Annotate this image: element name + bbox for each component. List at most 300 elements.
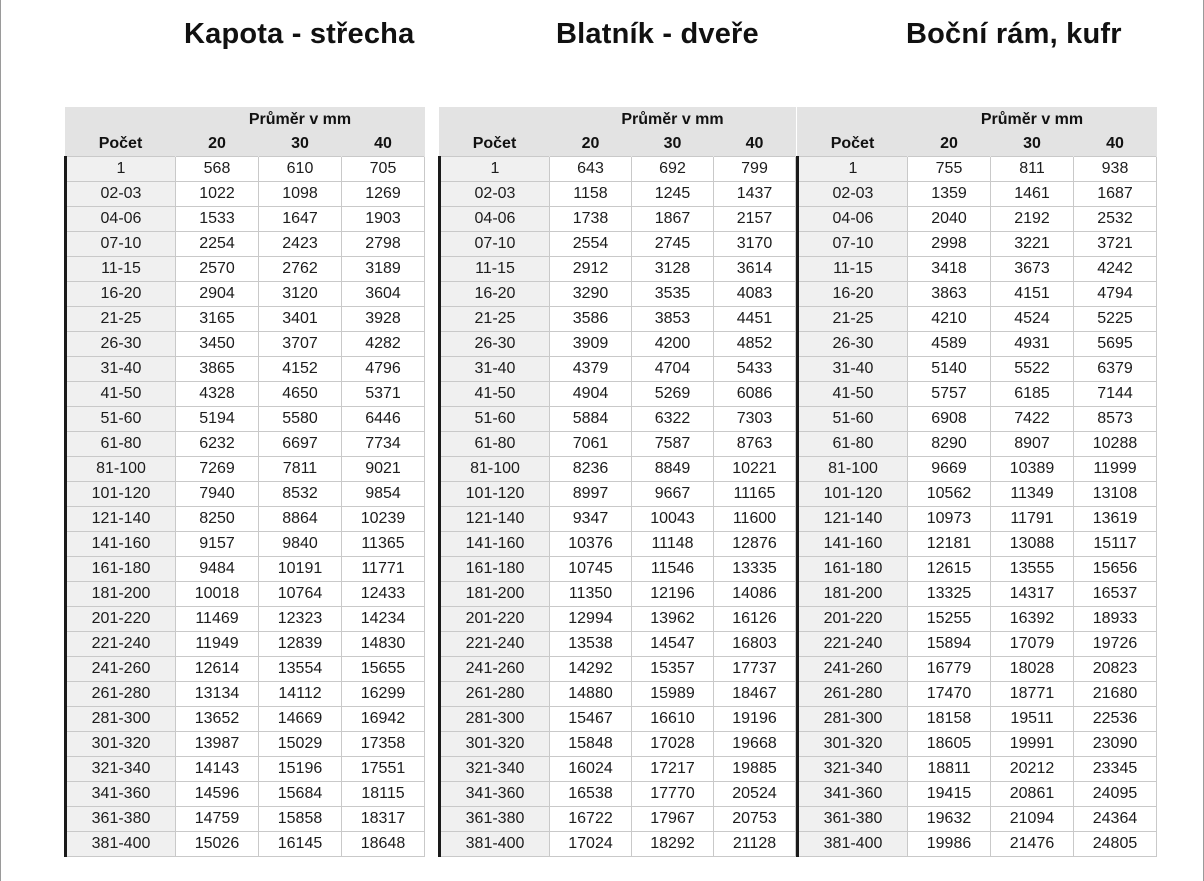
price-cell: 7940 — [176, 482, 259, 507]
price-cell: 12433 — [342, 582, 425, 607]
price-cell: 15684 — [259, 782, 342, 807]
price-cell: 17079 — [991, 632, 1074, 657]
price-cell: 18648 — [342, 832, 425, 857]
price-cell: 6232 — [176, 432, 259, 457]
table-row — [66, 157, 425, 182]
table-row — [66, 657, 425, 682]
header-count-label: Počet — [798, 132, 908, 157]
row-count-label: 301-320 — [66, 732, 176, 757]
price-cell: 610 — [259, 157, 342, 182]
table-row — [66, 382, 425, 407]
price-cell: 14086 — [714, 582, 796, 607]
price-cell: 1359 — [908, 182, 991, 207]
row-count-label: 04-06 — [798, 207, 908, 232]
row-count-label: 221-240 — [66, 632, 176, 657]
price-cell: 18605 — [908, 732, 991, 757]
row-count-label: 381-400 — [66, 832, 176, 857]
table-row — [440, 582, 796, 607]
price-cell: 3928 — [342, 307, 425, 332]
price-cell: 18933 — [1074, 607, 1157, 632]
row-count-label: 321-340 — [798, 757, 908, 782]
table-row — [440, 657, 796, 682]
price-cell: 13335 — [714, 557, 796, 582]
row-count-label: 181-200 — [440, 582, 550, 607]
price-cell: 11600 — [714, 507, 796, 532]
price-cell: 1533 — [176, 207, 259, 232]
row-count-label: 261-280 — [440, 682, 550, 707]
table-row — [66, 307, 425, 332]
header-empty-cell — [798, 107, 908, 132]
table-row — [798, 332, 1157, 357]
header-diameter-label: Průměr v mm — [176, 107, 425, 132]
price-cell: 15848 — [550, 732, 632, 757]
table-row — [66, 407, 425, 432]
row-count-label: 16-20 — [440, 282, 550, 307]
table-row — [440, 307, 796, 332]
price-grid — [64, 107, 425, 857]
price-cell: 17967 — [632, 807, 714, 832]
price-cell: 15467 — [550, 707, 632, 732]
price-cell: 17358 — [342, 732, 425, 757]
row-count-label: 341-360 — [440, 782, 550, 807]
price-cell: 4794 — [1074, 282, 1157, 307]
price-cell: 11771 — [342, 557, 425, 582]
row-count-label: 41-50 — [440, 382, 550, 407]
table-row — [66, 207, 425, 232]
table-row — [66, 182, 425, 207]
price-cell: 7269 — [176, 457, 259, 482]
row-count-label: 61-80 — [66, 432, 176, 457]
price-cell: 17551 — [342, 757, 425, 782]
table-row — [66, 357, 425, 382]
row-count-label: 341-360 — [798, 782, 908, 807]
row-count-label: 1 — [440, 157, 550, 182]
table-row — [798, 357, 1157, 382]
price-cell: 4650 — [259, 382, 342, 407]
price-cell: 3170 — [714, 232, 796, 257]
price-cell: 8997 — [550, 482, 632, 507]
table-row — [66, 807, 425, 832]
price-cell: 15029 — [259, 732, 342, 757]
row-count-label: 221-240 — [798, 632, 908, 657]
table-row — [440, 482, 796, 507]
row-count-label: 301-320 — [798, 732, 908, 757]
price-cell: 12614 — [176, 657, 259, 682]
price-cell: 15196 — [259, 757, 342, 782]
price-cell: 14759 — [176, 807, 259, 832]
price-cell: 14596 — [176, 782, 259, 807]
price-cell: 11999 — [1074, 457, 1157, 482]
header-empty-cell — [66, 107, 176, 132]
price-cell: 1647 — [259, 207, 342, 232]
row-count-label: 07-10 — [440, 232, 550, 257]
price-cell: 10764 — [259, 582, 342, 607]
price-cell: 6185 — [991, 382, 1074, 407]
table-row — [66, 507, 425, 532]
price-cell: 16392 — [991, 607, 1074, 632]
row-count-label: 281-300 — [66, 707, 176, 732]
price-cell: 2157 — [714, 207, 796, 232]
table-row — [798, 607, 1157, 632]
price-cell: 19726 — [1074, 632, 1157, 657]
price-cell: 3450 — [176, 332, 259, 357]
row-count-label: 381-400 — [798, 832, 908, 857]
price-cell: 4328 — [176, 382, 259, 407]
table-row — [66, 432, 425, 457]
price-cell: 1098 — [259, 182, 342, 207]
table-row — [440, 182, 796, 207]
row-count-label: 1 — [66, 157, 176, 182]
price-cell: 18771 — [991, 682, 1074, 707]
price-cell: 13962 — [632, 607, 714, 632]
header-size-0: 20 — [550, 132, 632, 157]
row-count-label: 281-300 — [798, 707, 908, 732]
row-count-label: 361-380 — [66, 807, 176, 832]
price-cell: 11165 — [714, 482, 796, 507]
table-row — [440, 357, 796, 382]
price-cell: 14830 — [342, 632, 425, 657]
row-count-label: 04-06 — [66, 207, 176, 232]
row-count-label: 31-40 — [798, 357, 908, 382]
row-count-label: 41-50 — [798, 382, 908, 407]
price-cell: 10043 — [632, 507, 714, 532]
row-count-label: 121-140 — [440, 507, 550, 532]
price-cell: 643 — [550, 157, 632, 182]
price-cell: 10221 — [714, 457, 796, 482]
table-row — [798, 582, 1157, 607]
table-row — [798, 707, 1157, 732]
row-count-label: 51-60 — [66, 407, 176, 432]
row-count-label: 16-20 — [798, 282, 908, 307]
row-count-label: 31-40 — [66, 357, 176, 382]
price-cell: 6908 — [908, 407, 991, 432]
price-cell: 4200 — [632, 332, 714, 357]
price-cell: 1903 — [342, 207, 425, 232]
price-cell: 10973 — [908, 507, 991, 532]
table-row — [66, 257, 425, 282]
table-row — [440, 382, 796, 407]
price-cell: 3586 — [550, 307, 632, 332]
price-cell: 2554 — [550, 232, 632, 257]
price-cell: 8907 — [991, 432, 1074, 457]
price-cell: 18317 — [342, 807, 425, 832]
price-cell: 5757 — [908, 382, 991, 407]
table-row — [798, 382, 1157, 407]
price-cell: 2798 — [342, 232, 425, 257]
price-cell: 2532 — [1074, 207, 1157, 232]
table-row — [798, 657, 1157, 682]
price-cell: 3221 — [991, 232, 1074, 257]
header-size-1: 30 — [991, 132, 1074, 157]
price-cell: 4589 — [908, 332, 991, 357]
table-row — [798, 482, 1157, 507]
price-cell: 9021 — [342, 457, 425, 482]
price-cell: 11791 — [991, 507, 1074, 532]
price-cell: 8532 — [259, 482, 342, 507]
price-cell: 14112 — [259, 682, 342, 707]
table-row — [798, 807, 1157, 832]
price-cell: 4379 — [550, 357, 632, 382]
row-count-label: 61-80 — [798, 432, 908, 457]
price-cell: 5225 — [1074, 307, 1157, 332]
price-cell: 8236 — [550, 457, 632, 482]
row-count-label: 181-200 — [66, 582, 176, 607]
header-count-label: Počet — [440, 132, 550, 157]
table-row — [798, 507, 1157, 532]
price-cell: 23345 — [1074, 757, 1157, 782]
price-cell: 2762 — [259, 257, 342, 282]
price-cell: 4083 — [714, 282, 796, 307]
price-cell: 938 — [1074, 157, 1157, 182]
row-count-label: 241-260 — [440, 657, 550, 682]
price-cell: 4704 — [632, 357, 714, 382]
price-cell: 7422 — [991, 407, 1074, 432]
row-count-label: 241-260 — [66, 657, 176, 682]
price-cell: 11365 — [342, 532, 425, 557]
row-count-label: 161-180 — [440, 557, 550, 582]
row-count-label: 11-15 — [66, 257, 176, 282]
row-count-label: 161-180 — [798, 557, 908, 582]
price-cell: 24095 — [1074, 782, 1157, 807]
price-cell: 1687 — [1074, 182, 1157, 207]
row-count-label: 221-240 — [440, 632, 550, 657]
price-cell: 1022 — [176, 182, 259, 207]
table-row — [440, 557, 796, 582]
price-cell: 7734 — [342, 432, 425, 457]
price-cell: 16126 — [714, 607, 796, 632]
price-cell: 6086 — [714, 382, 796, 407]
price-cell: 1269 — [342, 182, 425, 207]
price-cell: 3604 — [342, 282, 425, 307]
table-row — [798, 182, 1157, 207]
table-row — [440, 532, 796, 557]
price-cell: 14547 — [632, 632, 714, 657]
price-cell: 5269 — [632, 382, 714, 407]
price-cell: 3418 — [908, 257, 991, 282]
row-count-label: 361-380 — [798, 807, 908, 832]
price-cell: 10288 — [1074, 432, 1157, 457]
table-row — [798, 282, 1157, 307]
price-cell: 13987 — [176, 732, 259, 757]
price-cell: 2192 — [991, 207, 1074, 232]
table-row — [440, 807, 796, 832]
price-cell: 19511 — [991, 707, 1074, 732]
row-count-label: 261-280 — [66, 682, 176, 707]
row-count-label: 101-120 — [798, 482, 908, 507]
table-row — [66, 332, 425, 357]
table-row — [440, 332, 796, 357]
price-cell: 21094 — [991, 807, 1074, 832]
price-cell: 16942 — [342, 707, 425, 732]
table-row — [440, 407, 796, 432]
price-cell: 1461 — [991, 182, 1074, 207]
row-count-label: 161-180 — [66, 557, 176, 582]
row-count-label: 321-340 — [440, 757, 550, 782]
header-size-2: 40 — [342, 132, 425, 157]
row-count-label: 11-15 — [798, 257, 908, 282]
row-count-label: 02-03 — [440, 182, 550, 207]
price-cell: 1245 — [632, 182, 714, 207]
price-cell: 4904 — [550, 382, 632, 407]
row-count-label: 26-30 — [440, 332, 550, 357]
price-cell: 10562 — [908, 482, 991, 507]
price-cell: 16024 — [550, 757, 632, 782]
price-cell: 19885 — [714, 757, 796, 782]
row-count-label: 51-60 — [440, 407, 550, 432]
price-cell: 16610 — [632, 707, 714, 732]
row-count-label: 61-80 — [440, 432, 550, 457]
price-cell: 14880 — [550, 682, 632, 707]
header-size-2: 40 — [1074, 132, 1157, 157]
price-cell: 15357 — [632, 657, 714, 682]
price-cell: 15026 — [176, 832, 259, 857]
price-cell: 2745 — [632, 232, 714, 257]
row-count-label: 181-200 — [798, 582, 908, 607]
row-count-label: 141-160 — [798, 532, 908, 557]
price-cell: 9840 — [259, 532, 342, 557]
price-cell: 13325 — [908, 582, 991, 607]
price-cell: 14234 — [342, 607, 425, 632]
price-cell: 20753 — [714, 807, 796, 832]
price-cell: 9484 — [176, 557, 259, 582]
row-count-label: 321-340 — [66, 757, 176, 782]
price-cell: 4931 — [991, 332, 1074, 357]
price-cell: 18115 — [342, 782, 425, 807]
table-row — [66, 682, 425, 707]
price-cell: 13538 — [550, 632, 632, 657]
price-cell: 10389 — [991, 457, 1074, 482]
table-row — [66, 732, 425, 757]
price-cell: 12839 — [259, 632, 342, 657]
row-count-label: 81-100 — [798, 457, 908, 482]
price-cell: 2570 — [176, 257, 259, 282]
price-cell: 18158 — [908, 707, 991, 732]
row-count-label: 26-30 — [798, 332, 908, 357]
price-cell: 24364 — [1074, 807, 1157, 832]
price-cell: 13555 — [991, 557, 1074, 582]
row-count-label: 21-25 — [66, 307, 176, 332]
table-row — [798, 757, 1157, 782]
price-table-blatnik-dvere — [438, 107, 796, 857]
price-cell: 1437 — [714, 182, 796, 207]
price-cell: 17737 — [714, 657, 796, 682]
price-cell: 5884 — [550, 407, 632, 432]
price-cell: 16537 — [1074, 582, 1157, 607]
table-row — [440, 257, 796, 282]
row-count-label: 02-03 — [798, 182, 908, 207]
row-count-label: 101-120 — [66, 482, 176, 507]
price-cell: 11350 — [550, 582, 632, 607]
table-row — [66, 707, 425, 732]
price-cell: 15656 — [1074, 557, 1157, 582]
price-cell: 4451 — [714, 307, 796, 332]
table-row — [66, 282, 425, 307]
price-cell: 18811 — [908, 757, 991, 782]
row-count-label: 02-03 — [66, 182, 176, 207]
price-cell: 14669 — [259, 707, 342, 732]
price-cell: 12994 — [550, 607, 632, 632]
price-cell: 6379 — [1074, 357, 1157, 382]
row-count-label: 101-120 — [440, 482, 550, 507]
price-cell: 1158 — [550, 182, 632, 207]
price-cell: 17217 — [632, 757, 714, 782]
row-count-label: 81-100 — [66, 457, 176, 482]
price-cell: 19196 — [714, 707, 796, 732]
table-row — [798, 232, 1157, 257]
price-cell: 4242 — [1074, 257, 1157, 282]
price-cell: 705 — [342, 157, 425, 182]
price-cell: 17028 — [632, 732, 714, 757]
table-row — [440, 782, 796, 807]
price-cell: 21476 — [991, 832, 1074, 857]
price-cell: 15117 — [1074, 532, 1157, 557]
price-cell: 15989 — [632, 682, 714, 707]
title-kapota-strecha: Kapota - střecha — [184, 18, 415, 50]
price-cell: 11349 — [991, 482, 1074, 507]
table-row — [66, 557, 425, 582]
price-cell: 6697 — [259, 432, 342, 457]
price-cell: 9667 — [632, 482, 714, 507]
row-count-label: 381-400 — [440, 832, 550, 857]
price-cell: 13134 — [176, 682, 259, 707]
page-border-left — [0, 0, 1, 881]
table-row — [798, 307, 1157, 332]
price-cell: 21128 — [714, 832, 796, 857]
price-cell: 18292 — [632, 832, 714, 857]
price-cell: 13652 — [176, 707, 259, 732]
price-cell: 10239 — [342, 507, 425, 532]
row-count-label: 21-25 — [440, 307, 550, 332]
price-cell: 12181 — [908, 532, 991, 557]
price-cell: 3120 — [259, 282, 342, 307]
row-count-label: 07-10 — [798, 232, 908, 257]
table-row — [440, 632, 796, 657]
table-row — [440, 832, 796, 857]
price-cell: 21680 — [1074, 682, 1157, 707]
row-count-label: 121-140 — [798, 507, 908, 532]
table-row — [798, 457, 1157, 482]
table-row — [440, 757, 796, 782]
price-cell: 15655 — [342, 657, 425, 682]
price-cell: 16779 — [908, 657, 991, 682]
header-count-label: Počet — [66, 132, 176, 157]
table-row — [798, 407, 1157, 432]
row-count-label: 11-15 — [440, 257, 550, 282]
price-cell: 8864 — [259, 507, 342, 532]
price-cell: 15858 — [259, 807, 342, 832]
row-count-label: 31-40 — [440, 357, 550, 382]
table-row — [440, 232, 796, 257]
price-cell: 11469 — [176, 607, 259, 632]
price-cell: 3535 — [632, 282, 714, 307]
price-cell: 568 — [176, 157, 259, 182]
header-diameter-label: Průměr v mm — [908, 107, 1157, 132]
table-row — [440, 732, 796, 757]
row-count-label: 41-50 — [66, 382, 176, 407]
row-count-label: 141-160 — [66, 532, 176, 557]
table-row — [798, 532, 1157, 557]
price-cell: 18028 — [991, 657, 1074, 682]
row-count-label: 361-380 — [440, 807, 550, 832]
row-count-label: 301-320 — [440, 732, 550, 757]
price-cell: 16299 — [342, 682, 425, 707]
price-table-bocni-ram-kufr — [796, 107, 1154, 857]
price-cell: 11546 — [632, 557, 714, 582]
price-cell: 11949 — [176, 632, 259, 657]
price-cell: 12323 — [259, 607, 342, 632]
price-cell: 16803 — [714, 632, 796, 657]
price-cell: 4210 — [908, 307, 991, 332]
